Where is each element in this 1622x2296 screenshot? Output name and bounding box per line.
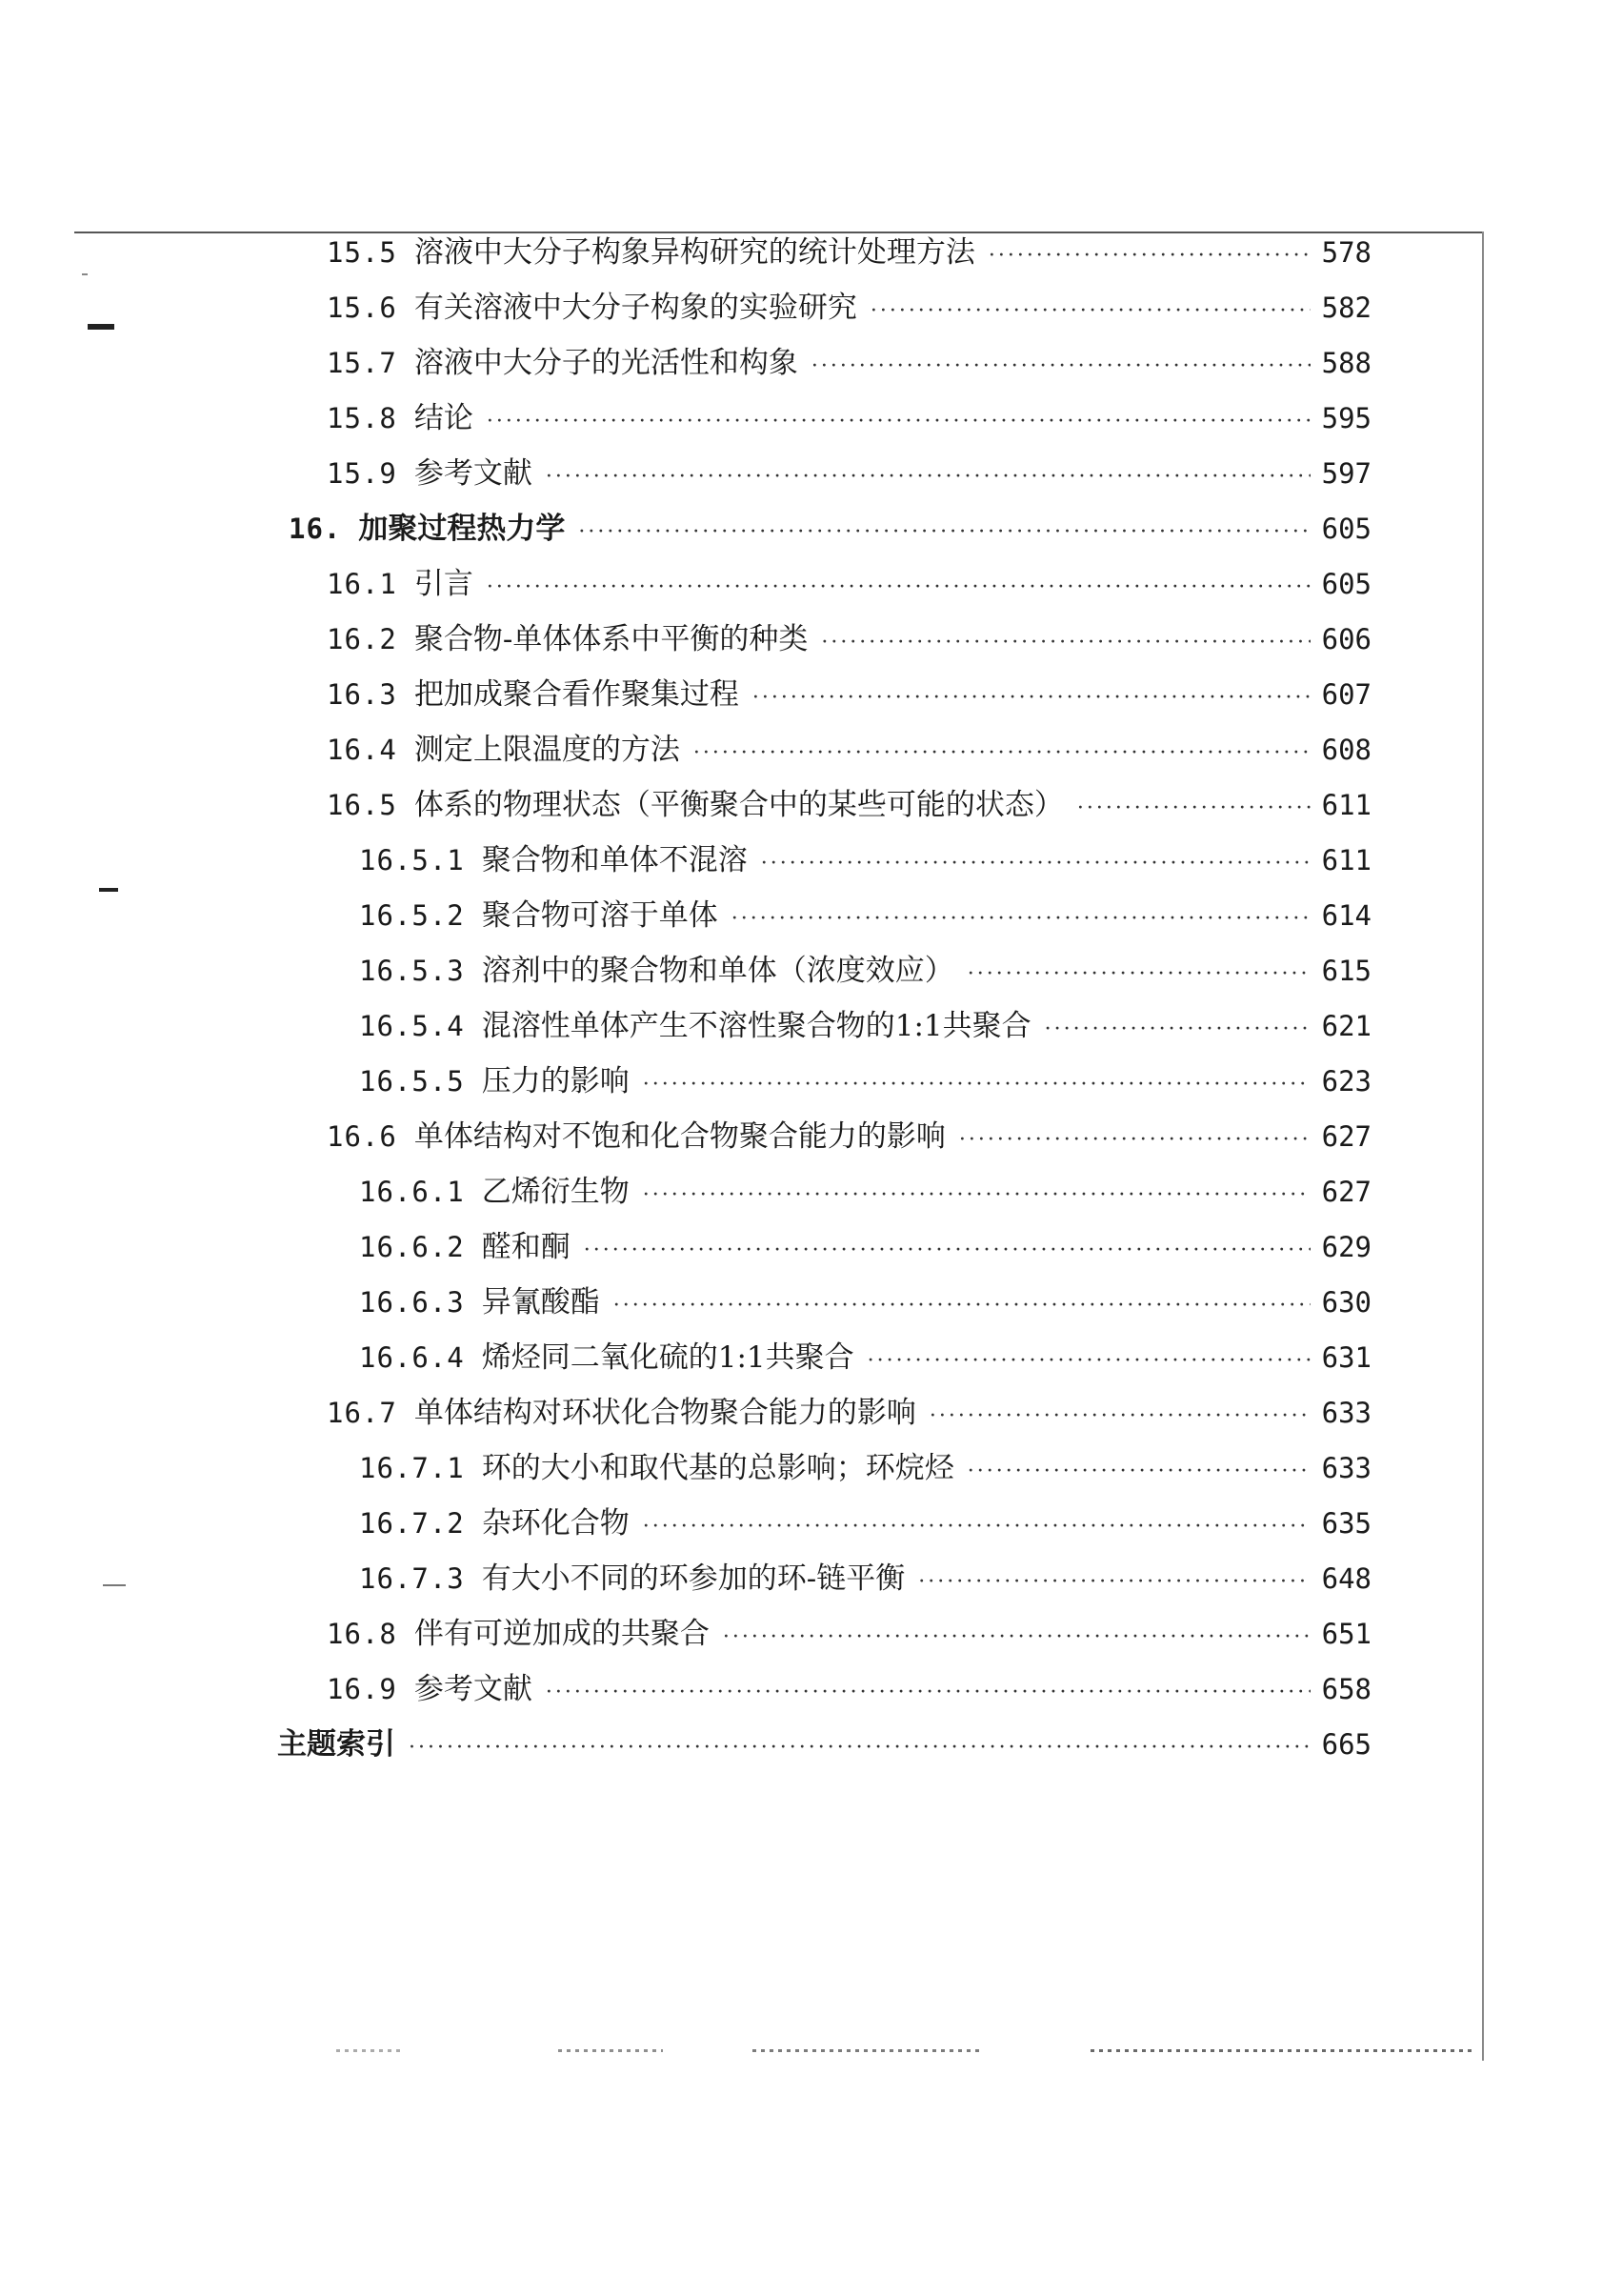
scan-speck — [99, 888, 118, 892]
dot-leader — [578, 510, 1310, 555]
toc-entry-page: 611 — [1321, 844, 1372, 876]
toc-entry-page: 614 — [1321, 899, 1372, 932]
toc-entry-page: 611 — [1321, 789, 1372, 821]
scan-noise — [336, 2049, 403, 2052]
toc-entry-number: 16. — [289, 513, 342, 545]
toc-entry-page: 607 — [1321, 678, 1372, 711]
dot-leader — [409, 1725, 1311, 1771]
dot-leader — [752, 675, 1311, 721]
toc-entry — [359, 1058, 1372, 1104]
toc-entry — [327, 285, 1372, 331]
toc-entry-title: 杂环化合物 — [481, 1506, 630, 1541]
dot-leader — [761, 841, 1311, 887]
toc-entry-page: 588 — [1321, 347, 1372, 379]
dot-leader — [613, 1283, 1311, 1329]
toc-entry-number: 16.6.1 — [359, 1176, 465, 1208]
scan-speck — [103, 1584, 126, 1586]
toc-entry-page: 578 — [1321, 236, 1372, 269]
toc-entry-title: 聚合物-单体体系中平衡的种类 — [413, 622, 809, 656]
toc-entry-page: 648 — [1321, 1562, 1372, 1595]
scan-noise — [752, 2049, 981, 2052]
page-frame-right-line — [1482, 232, 1484, 2061]
toc-entry — [327, 782, 1372, 828]
toc-entry-title: 结论 — [413, 401, 473, 435]
toc-entry — [327, 616, 1372, 662]
toc-entry-page: 621 — [1321, 1010, 1372, 1042]
dot-leader — [643, 1173, 1311, 1218]
toc-entry — [327, 395, 1372, 441]
toc-entry-number: 16.5.5 — [359, 1065, 465, 1098]
scan-noise — [558, 2049, 663, 2052]
toc-entry-title: 醛和酮 — [481, 1230, 571, 1264]
toc-entry-page: 631 — [1321, 1341, 1372, 1374]
dot-leader — [868, 1339, 1311, 1384]
toc-entry — [327, 561, 1372, 607]
toc-entry — [359, 1169, 1372, 1215]
dot-leader — [968, 1449, 1311, 1495]
dot-leader — [968, 952, 1311, 997]
dot-leader — [487, 399, 1311, 445]
toc-entry-page: 595 — [1321, 402, 1372, 434]
toc-entry — [327, 451, 1372, 496]
toc-entry-title: 乙烯衍生物 — [481, 1175, 630, 1209]
dot-leader — [1077, 786, 1311, 832]
toc-entry — [359, 1335, 1372, 1380]
toc-entry-number: 16.5 — [327, 789, 397, 821]
dot-leader — [811, 344, 1311, 390]
toc-entry-page: 623 — [1321, 1065, 1372, 1098]
toc-entry — [359, 1003, 1372, 1049]
dot-leader — [871, 289, 1311, 334]
dot-leader — [930, 1394, 1311, 1440]
dot-leader — [643, 1062, 1311, 1108]
toc-entry-number: 16.5.4 — [359, 1010, 465, 1042]
toc-entry-title: 参考文献 — [413, 1672, 532, 1706]
toc-entry-number: 16.4 — [327, 734, 397, 766]
dot-leader — [959, 1118, 1311, 1163]
toc-entry-number: 16.5.2 — [359, 899, 465, 932]
toc-entry-number: 15.8 — [327, 402, 397, 434]
toc-entry-title: 参考文献 — [413, 456, 532, 491]
toc-entry-number: 16.5.1 — [359, 844, 465, 876]
toc-entry — [327, 1390, 1372, 1436]
toc-entry-page: 605 — [1321, 568, 1372, 600]
toc-entry-page: 651 — [1321, 1618, 1372, 1650]
dot-leader — [1045, 1007, 1311, 1053]
toc-entry-title: 聚合物可溶于单体 — [481, 898, 718, 933]
toc-entry-page: 608 — [1321, 734, 1372, 766]
toc-entry-title: 加聚过程热力学 — [358, 512, 566, 546]
dot-leader — [693, 731, 1311, 776]
dot-leader — [487, 565, 1311, 611]
toc-entry-page: 627 — [1321, 1176, 1372, 1208]
dot-leader — [643, 1504, 1311, 1550]
toc-entry-page: 635 — [1321, 1507, 1372, 1540]
toc-entry-page: 606 — [1321, 623, 1372, 655]
toc-entry-title: 聚合物和单体不混溶 — [481, 843, 748, 877]
dot-leader — [546, 454, 1311, 500]
toc-entry-title: 烯烃同二氧化硫的1:1共聚合 — [481, 1340, 854, 1375]
toc-entry-number: 16.7.2 — [359, 1507, 465, 1540]
toc-entry-number: 15.9 — [327, 457, 397, 490]
toc-entry-page: 633 — [1321, 1397, 1372, 1429]
toc-entry-page: 633 — [1321, 1452, 1372, 1484]
toc-entry-title: 把加成聚合看作聚集过程 — [413, 677, 739, 712]
toc-entry-number: 15.7 — [327, 347, 397, 379]
toc-entry-title: 单体结构对不饱和化合物聚合能力的影响 — [413, 1119, 946, 1154]
toc-entry-page: 630 — [1321, 1286, 1372, 1319]
toc-entry — [359, 1279, 1372, 1325]
toc-entry-number: 15.5 — [327, 236, 397, 269]
toc-entry-number: 16.1 — [327, 568, 397, 600]
toc-entry — [327, 230, 1372, 275]
toc-entry-number: 16.6.3 — [359, 1286, 465, 1319]
scan-noise — [1091, 2049, 1472, 2052]
toc-entry-number: 16.3 — [327, 678, 397, 711]
toc-entry-title: 溶剂中的聚合物和单体（浓度效应） — [481, 954, 954, 988]
toc-entry — [359, 893, 1372, 938]
toc-entry-number: 16.6.4 — [359, 1341, 465, 1374]
toc-entry-title: 有关溶液中大分子构象的实验研究 — [413, 291, 857, 325]
toc-entry-page: 615 — [1321, 955, 1372, 987]
toc-entry — [289, 506, 1372, 552]
toc-entry — [359, 1224, 1372, 1270]
toc-entry-title: 主题索引 — [277, 1727, 395, 1762]
toc-entry-page: 605 — [1321, 513, 1372, 545]
scan-speck — [88, 324, 114, 330]
dot-leader — [723, 1615, 1311, 1661]
toc-entry-number: 16.2 — [327, 623, 397, 655]
toc-entry-page: 665 — [1321, 1728, 1372, 1761]
toc-entry-number: 16.6.2 — [359, 1231, 465, 1263]
toc-entry-title: 溶液中大分子构象异构研究的统计处理方法 — [413, 235, 975, 270]
scan-speck — [82, 273, 88, 275]
toc-entry-title: 引言 — [413, 567, 473, 601]
toc-entry — [327, 672, 1372, 717]
toc-entry — [359, 1500, 1372, 1546]
toc-entry-number: 16.7.3 — [359, 1562, 465, 1595]
toc-entry-number: 16.6 — [327, 1120, 397, 1153]
toc-entry-title: 体系的物理状态（平衡聚合中的某些可能的状态） — [413, 788, 1064, 822]
toc-entry — [327, 727, 1372, 773]
toc-entry — [359, 1556, 1372, 1601]
toc-entry-number: 16.8 — [327, 1618, 397, 1650]
dot-leader — [584, 1228, 1311, 1274]
toc-entry-number: 16.7 — [327, 1397, 397, 1429]
toc-entry-page: 658 — [1321, 1673, 1372, 1705]
toc-entry-page: 582 — [1321, 292, 1372, 324]
toc-entry-number: 16.7.1 — [359, 1452, 465, 1484]
toc-entry — [359, 948, 1372, 994]
toc-entry-number: 16.9 — [327, 1673, 397, 1705]
toc-entry — [327, 1611, 1372, 1657]
toc-entry-number: 15.6 — [327, 292, 397, 324]
toc-entry-page: 597 — [1321, 457, 1372, 490]
dot-leader — [546, 1670, 1311, 1716]
toc-entry-number: 16.5.3 — [359, 955, 465, 987]
toc-entry-title: 伴有可逆加成的共聚合 — [413, 1617, 710, 1651]
toc-entry-title: 测定上限温度的方法 — [413, 733, 680, 767]
toc-entry-title: 溶液中大分子的光活性和构象 — [413, 346, 798, 380]
toc-entry — [359, 1445, 1372, 1491]
dot-leader — [918, 1560, 1310, 1605]
toc-entry-title: 有大小不同的环参加的环-链平衡 — [481, 1561, 906, 1596]
dot-leader — [731, 896, 1311, 942]
toc-entry-title: 混溶性单体产生不溶性聚合物的1:1共聚合 — [481, 1009, 1031, 1043]
toc-entry-title: 环的大小和取代基的总影响；环烷烃 — [481, 1451, 954, 1485]
toc-entry-page: 629 — [1321, 1231, 1372, 1263]
dot-leader — [821, 620, 1310, 666]
toc-entry-title: 单体结构对环状化合物聚合能力的影响 — [413, 1396, 916, 1430]
toc-entry — [327, 1114, 1372, 1159]
dot-leader — [989, 233, 1311, 279]
toc-entry — [359, 837, 1372, 883]
toc-entry — [277, 1722, 1372, 1767]
toc-entry — [327, 1666, 1372, 1712]
toc-entry-title: 异氰酸酯 — [481, 1285, 600, 1319]
toc-entry-title: 压力的影响 — [481, 1064, 630, 1098]
toc-entry — [327, 340, 1372, 386]
toc-entry-page: 627 — [1321, 1120, 1372, 1153]
